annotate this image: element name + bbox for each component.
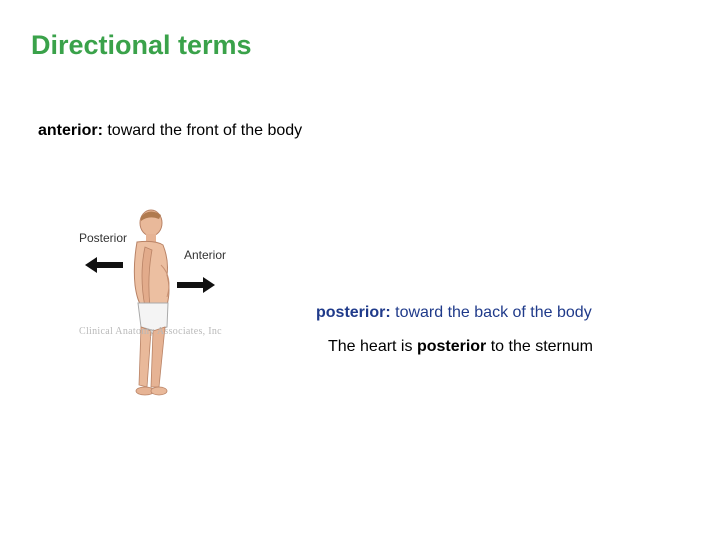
slide-title: Directional terms: [31, 30, 252, 60]
anatomical-figure: [75, 205, 245, 405]
example-sentence-end: to the sternum: [486, 338, 593, 355]
posterior-definition-text: toward the back of the body: [390, 304, 592, 321]
anterior-arrow-icon: [177, 277, 215, 293]
example-sentence: [328, 338, 593, 356]
posterior-definition: [316, 304, 592, 322]
anterior-definition-text: toward the front of the body: [102, 122, 303, 139]
figure-anterior-label: Anterior: [184, 248, 227, 262]
example-sentence-start: The heart is: [328, 338, 417, 355]
figure-watermark: Clinical Anatomy Associates, Inc: [79, 326, 222, 337]
figure-posterior-label: Posterior: [79, 231, 128, 245]
anterior-definition: [38, 122, 302, 140]
anterior-term: anterior:: [38, 122, 103, 139]
example-sentence-term: posterior: [416, 338, 487, 355]
posterior-arrow-icon: [85, 257, 123, 273]
posterior-term: posterior:: [316, 304, 391, 321]
